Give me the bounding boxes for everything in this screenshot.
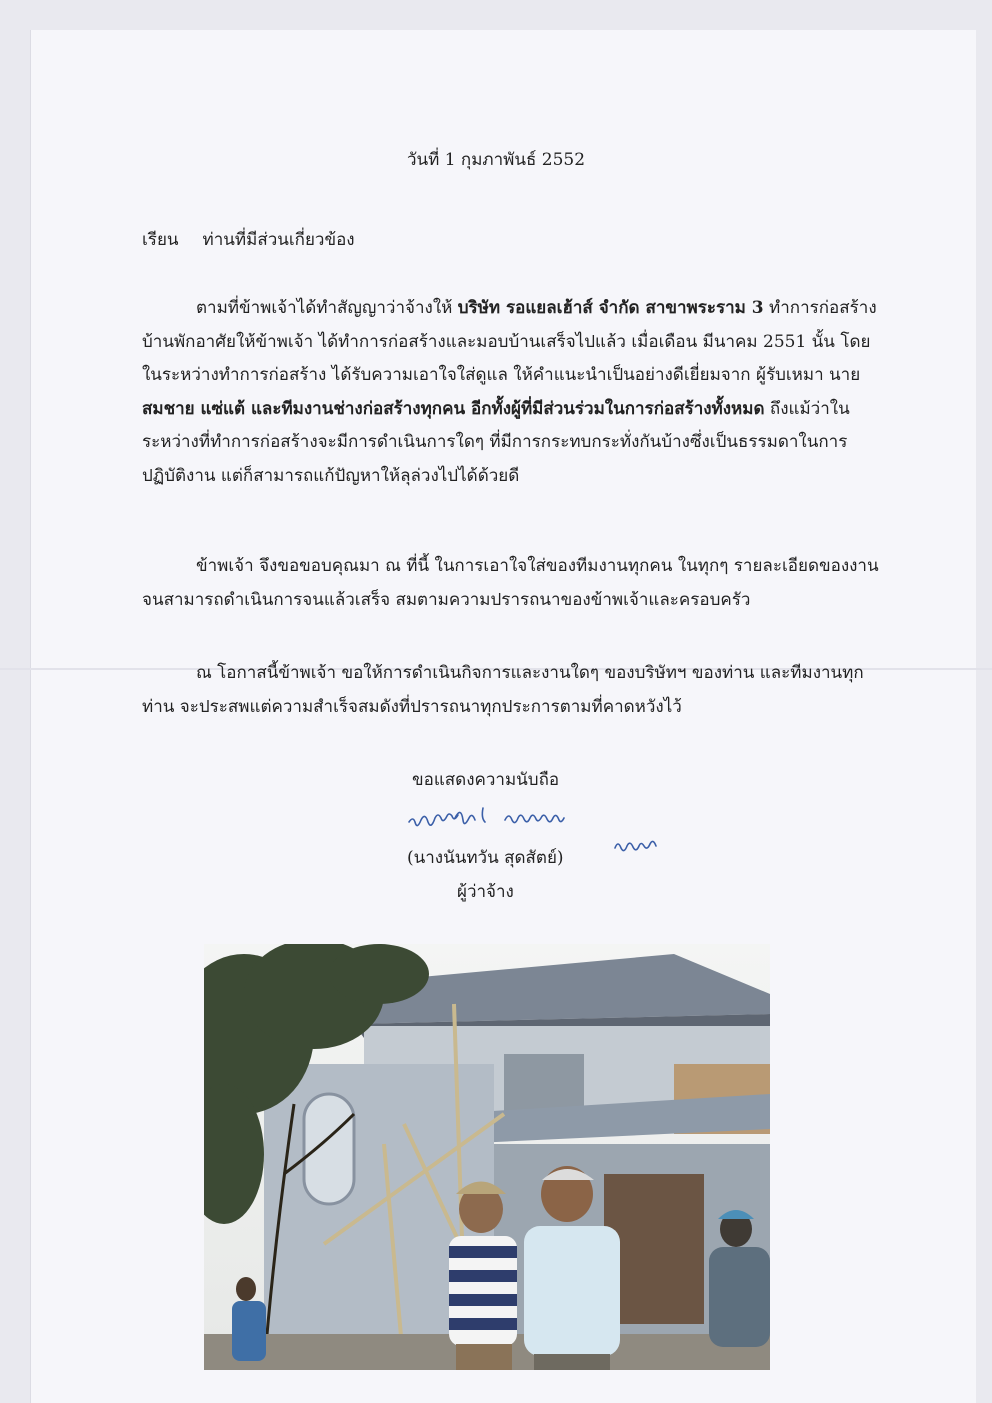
paragraph-1-line-1 [142,292,877,326]
salutation [142,226,355,253]
text-segment: ตามที่ข้าพเจ้าได้ทำสัญญาว่าจ้างให้ [196,298,458,318]
company-name: บริษัท รอแยลเฮ้าส์ จำกัด สาขาพระราม 3 [457,298,764,318]
text-segment: ทำการก่อสร้าง [763,298,877,318]
text-segment: ถึงแม้ว่าใน [764,398,850,419]
paragraph-2-line-1: ข้าพเจ้า จึงขอขอบคุณมา ณ ที่นี้ ในการเอาใจใส่ของทีมงานทุกคน ในทุกๆ รายละเอียดของงาน [196,556,879,576]
signer-name: (นางนันทวัน สุดสัตย์) [407,848,564,868]
paragraph-3 [142,657,864,724]
paragraph-1-line-5: ระหว่างที่ทำการก่อสร้างจะมีการดำเนินการใดๆ ที่มีการกระทบกระทั่งกันบ้างซึ่งเป็นธรรมดาในการ [142,432,848,452]
closing-phrase: ขอแสดงความนับถือ [412,770,560,790]
salutation-recipient: ท่านที่มีส่วนเกี่ยวข้อง [202,230,355,250]
letter-date: วันที่ 1 กุมภาพันธ์ 2552 [406,150,586,170]
paragraph-1-line-4 [142,393,850,427]
paragraph-1-line-6: ปฏิบัติงาน แต่ก็สามารถแก้ปัญหาให้ลุล่วงไปได้ด้วยดี [142,465,520,486]
construction-photo-image [204,944,770,1370]
paragraph-2-line-2: จนสามารถดำเนินการจนแล้วเสร็จ สมตามความปรารถนาของข้าพเจ้าและครอบครัว [142,589,751,610]
paragraph-2 [142,550,879,617]
paragraph-1-line-2: บ้านพักอาศัยให้ข้าพเจ้า ได้ทำการก่อสร้างและมอบบ้านเสร็จไปแล้ว เมื่อเดือน มีนาคม 2551 นั้น โดย [142,331,871,352]
signer-role: ผู้ว่าจ้าง [457,882,514,902]
paragraph-3-line-1: ณ โอกาสนี้ข้าพเจ้า ขอให้การดำเนินกิจการและงานใดๆ ของบริษัทฯ ของท่าน และทีมงานทุก [196,663,864,683]
paragraph-1-line-3: ในระหว่างทำการก่อสร้าง ได้รับความเอาใจใส่ดูแล ให้คำแนะนำเป็นอย่างดีเยี่ยมจาก ผู้รับเหมา นาย [142,365,861,385]
salutation-label: เรียน [142,230,179,250]
construction-photo [204,944,770,1370]
paragraph-3-line-2: ท่าน จะประสพแต่ความสำเร็จสมดังที่ปรารถนาทุกประการตามที่คาดหวังไว้ [142,696,682,717]
paragraph-1 [142,292,877,493]
contractor-team: สมชาย แซ่แต้ และทีมงานช่างก่อสร้างทุกคน อีกทั้งผู้ที่มีส่วนร่วมในการก่อสร้างทั้งหมด [142,398,765,419]
